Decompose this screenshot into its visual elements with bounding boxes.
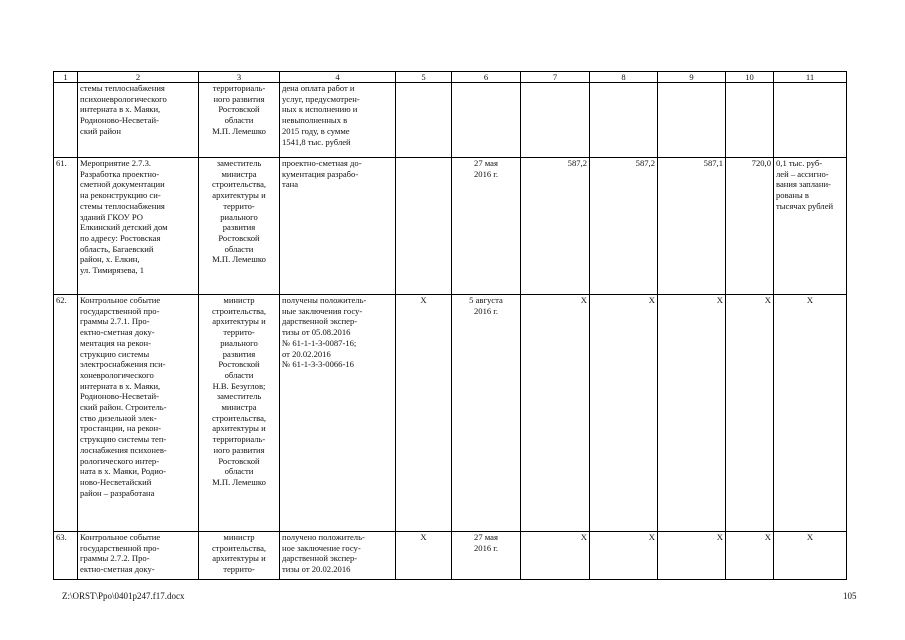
cell-line: тана bbox=[282, 179, 299, 190]
cell-line: стемы теплоснабжения bbox=[80, 83, 165, 93]
cell-line: М.П. Лемешко bbox=[212, 125, 266, 136]
cell-line: заместитель bbox=[216, 391, 262, 402]
responsible-executor-cell bbox=[199, 532, 280, 580]
cell-line: государственной про- bbox=[80, 305, 160, 316]
cell-line: тизы от 05.08.2016 bbox=[282, 327, 351, 338]
responsible-executor-cell bbox=[199, 295, 280, 532]
cell-line: Мероприятие 2.7.3. bbox=[80, 158, 152, 168]
cell-line: 27 мая bbox=[474, 532, 498, 542]
footer-file-path: Z:\ORST\Ppo\0401p247.f17.docx bbox=[62, 591, 185, 601]
column-7-cell: X bbox=[521, 532, 590, 580]
activity-name-cell bbox=[78, 532, 199, 580]
cell-line: Родионово-Несветай- bbox=[80, 391, 159, 402]
cell-line: X bbox=[806, 295, 814, 305]
cell-line: строительства, bbox=[211, 542, 267, 553]
cell-line: Ростовской bbox=[218, 455, 260, 466]
cell-line: хоневрологического bbox=[80, 369, 154, 380]
cell-line: рологического интер- bbox=[80, 455, 160, 466]
cell-line: Н.В. Безуглов; bbox=[212, 380, 266, 391]
column-10-cell: X bbox=[726, 295, 774, 532]
cell-line: строительства, bbox=[211, 305, 267, 316]
cell-line: дарственной экспер- bbox=[282, 553, 358, 564]
expected-result-cell bbox=[280, 158, 396, 295]
cell-line: струкцию системы теп- bbox=[80, 434, 167, 445]
cell-line: области bbox=[224, 466, 254, 477]
cell-line: 0,1 тыс. руб- bbox=[776, 158, 823, 168]
cell-line: ул. Тимирязева, 1 bbox=[80, 265, 144, 276]
cell-line: невыполненных в bbox=[282, 115, 348, 126]
note-cell bbox=[774, 83, 847, 158]
cell-line: ное заключение госу- bbox=[282, 542, 361, 553]
cell-line: 5 августа bbox=[469, 295, 503, 305]
column-8-cell bbox=[590, 83, 658, 158]
cell-line: ного развития bbox=[213, 93, 265, 104]
cell-line: услуг, предусмотрен- bbox=[282, 93, 360, 104]
program-table bbox=[53, 71, 847, 580]
cell-line: архитектуры и bbox=[212, 553, 266, 564]
cell-line: Родионово-Несветай- bbox=[80, 115, 159, 126]
cell-line: район, х. Елкин, bbox=[80, 254, 140, 265]
cell-line: область, Багаевский bbox=[80, 243, 154, 254]
responsible-executor-cell bbox=[199, 83, 280, 158]
date-cell bbox=[452, 532, 521, 580]
cell-line: террито- bbox=[223, 200, 255, 211]
column-5-cell: X bbox=[396, 532, 452, 580]
page-number: 105 bbox=[843, 591, 857, 601]
cell-line: ментация на рекон- bbox=[80, 337, 151, 348]
expected-result-cell bbox=[280, 295, 396, 532]
cell-line: территориаль- bbox=[212, 83, 266, 93]
cell-line: Ростовской bbox=[218, 232, 260, 243]
column-number-cell: 5 bbox=[396, 72, 452, 83]
cell-line: М.П. Лемешко bbox=[212, 254, 266, 265]
cell-line: государственной про- bbox=[80, 542, 160, 553]
table-row bbox=[54, 83, 847, 158]
cell-line: тысячах рублей bbox=[776, 200, 834, 211]
cell-line: по адресу: Ростовская bbox=[80, 232, 161, 243]
column-number-row bbox=[54, 72, 847, 83]
note-cell bbox=[774, 532, 847, 580]
column-number-cell: 9 bbox=[658, 72, 726, 83]
cell-line: лей – ассигно- bbox=[776, 168, 829, 179]
cell-line: тизы от 20.02.2016 bbox=[282, 564, 351, 575]
cell-line: Контрольное событие bbox=[80, 532, 161, 542]
cell-line: архитектуры и bbox=[212, 423, 266, 434]
row-number-cell: 63. bbox=[54, 532, 78, 580]
expected-result-cell bbox=[280, 532, 396, 580]
column-10-cell: X bbox=[726, 532, 774, 580]
activity-name-cell bbox=[78, 295, 199, 532]
cell-line: Ростовской bbox=[218, 104, 260, 115]
cell-line: 2015 году, в сумме bbox=[282, 125, 350, 136]
cell-line: развития bbox=[222, 222, 256, 233]
cell-line: ство дизельной элек- bbox=[80, 412, 157, 423]
cell-line: получено положитель- bbox=[282, 532, 365, 542]
cell-line: 2016 г. bbox=[473, 168, 499, 179]
cell-line: электроснабжения пси- bbox=[80, 359, 166, 370]
cell-line: министра bbox=[221, 168, 257, 179]
table-row bbox=[54, 295, 847, 532]
expected-result-cell bbox=[280, 83, 396, 158]
cell-line: № 61-1-3-3-0066-16 bbox=[282, 359, 354, 370]
cell-line: М.П. Лемешко bbox=[212, 476, 266, 487]
column-number-cell: 8 bbox=[590, 72, 658, 83]
column-5-cell: X bbox=[396, 295, 452, 532]
column-7-cell: X bbox=[521, 295, 590, 532]
cell-line: архитектуры и bbox=[212, 190, 266, 201]
cell-line: 27 мая bbox=[474, 158, 498, 168]
cell-line: интерната в х. Маяки, bbox=[80, 380, 161, 391]
cell-line: 2016 г. bbox=[473, 542, 499, 553]
cell-line: на реконструкцию си- bbox=[80, 190, 161, 201]
cell-line: X bbox=[806, 532, 814, 542]
row-number-cell: 61. bbox=[54, 158, 78, 295]
table-row bbox=[54, 158, 847, 295]
activity-name-cell bbox=[78, 158, 199, 295]
cell-line: интерната в х. Маяки, bbox=[80, 104, 161, 115]
column-8-cell: X bbox=[590, 295, 658, 532]
cell-line: дена оплата работ и bbox=[282, 83, 355, 93]
cell-line: ново-Несветайский bbox=[80, 476, 152, 487]
column-5-cell bbox=[396, 83, 452, 158]
cell-line: области bbox=[224, 369, 254, 380]
cell-line: Контрольное событие bbox=[80, 295, 161, 305]
column-10-cell bbox=[726, 83, 774, 158]
column-9-cell: X bbox=[658, 295, 726, 532]
cell-line: министра bbox=[221, 402, 257, 413]
cell-line: Елкинский детский дом bbox=[80, 222, 168, 233]
date-cell bbox=[452, 83, 521, 158]
column-8-cell: 587,2 bbox=[590, 158, 658, 295]
cell-line: Ростовской bbox=[218, 359, 260, 370]
cell-line: психоневрологического bbox=[80, 93, 167, 104]
cell-line: стемы теплоснабжения bbox=[80, 200, 165, 211]
cell-line: риального bbox=[220, 337, 258, 348]
cell-line: граммы 2.7.1. Про- bbox=[80, 316, 150, 327]
cell-line: строительства, bbox=[211, 179, 267, 190]
column-8-cell: X bbox=[590, 532, 658, 580]
cell-line: ский район bbox=[80, 125, 121, 136]
cell-line: ного развития bbox=[213, 444, 265, 455]
cell-line: области bbox=[224, 115, 254, 126]
row-number-cell bbox=[54, 83, 78, 158]
column-number-cell: 4 bbox=[280, 72, 396, 83]
column-9-cell bbox=[658, 83, 726, 158]
cell-line: зданий ГКОУ РО bbox=[80, 211, 143, 222]
cell-line: граммы 2.7.2. Про- bbox=[80, 553, 150, 564]
cell-line: ектно-сметная доку- bbox=[80, 327, 155, 338]
cell-line: 1541,8 тыс. рублей bbox=[282, 136, 351, 147]
cell-line: лоснабжения психонев- bbox=[80, 444, 167, 455]
column-7-cell: 587,2 bbox=[521, 158, 590, 295]
cell-line: получены положитель- bbox=[282, 295, 367, 305]
column-number-cell: 1 bbox=[54, 72, 78, 83]
cell-line: террито- bbox=[223, 564, 255, 575]
column-9-cell: X bbox=[658, 532, 726, 580]
cell-line: ные заключения госу- bbox=[282, 305, 363, 316]
cell-line: строительства, bbox=[211, 412, 267, 423]
cell-line: Разработка проектно- bbox=[80, 168, 160, 179]
cell-line: тростанции, на рекон- bbox=[80, 423, 162, 434]
cell-line: струкцию системы bbox=[80, 348, 150, 359]
cell-line: ектно-сметная доку- bbox=[80, 564, 155, 575]
column-number-cell: 10 bbox=[726, 72, 774, 83]
cell-line: террито- bbox=[223, 327, 255, 338]
cell-line: министр bbox=[223, 532, 255, 542]
column-number-cell: 6 bbox=[452, 72, 521, 83]
cell-line: вания заплани- bbox=[776, 179, 831, 190]
cell-line: дарственной экспер- bbox=[282, 316, 358, 327]
column-7-cell bbox=[521, 83, 590, 158]
column-number-cell: 3 bbox=[199, 72, 280, 83]
cell-line: 2016 г. bbox=[473, 305, 499, 316]
cell-line: развития bbox=[222, 348, 256, 359]
cell-line: кументация разрабо- bbox=[282, 168, 359, 179]
cell-line: № 61-1-1-3-0087-16; bbox=[282, 337, 357, 348]
note-cell bbox=[774, 295, 847, 532]
table-row bbox=[54, 532, 847, 580]
cell-line: район – разработана bbox=[80, 487, 155, 498]
cell-line: архитектуры и bbox=[212, 316, 266, 327]
row-number-cell: 62. bbox=[54, 295, 78, 532]
cell-line: ных к исполнению и bbox=[282, 104, 358, 115]
column-10-cell: 720,0 bbox=[726, 158, 774, 295]
cell-line: министр bbox=[223, 295, 255, 305]
cell-line: области bbox=[224, 243, 254, 254]
note-cell bbox=[774, 158, 847, 295]
column-number-cell: 11 bbox=[774, 72, 847, 83]
cell-line: ский район. Строитель- bbox=[80, 402, 167, 413]
cell-line: проектно-сметная до- bbox=[282, 158, 362, 168]
cell-line: заместитель bbox=[216, 158, 262, 168]
cell-line: ната в х. Маяки, Родио- bbox=[80, 466, 167, 477]
column-number-cell: 7 bbox=[521, 72, 590, 83]
column-number-cell: 2 bbox=[78, 72, 199, 83]
cell-line: сметной документации bbox=[80, 179, 165, 190]
date-cell bbox=[452, 295, 521, 532]
responsible-executor-cell bbox=[199, 158, 280, 295]
activity-name-cell bbox=[78, 83, 199, 158]
column-9-cell: 587,1 bbox=[658, 158, 726, 295]
column-5-cell bbox=[396, 158, 452, 295]
cell-line: рованы в bbox=[776, 190, 809, 201]
cell-line: территориаль- bbox=[212, 434, 266, 445]
cell-line: риального bbox=[220, 211, 258, 222]
date-cell bbox=[452, 158, 521, 295]
cell-line: от 20.02.2016 bbox=[282, 348, 331, 359]
